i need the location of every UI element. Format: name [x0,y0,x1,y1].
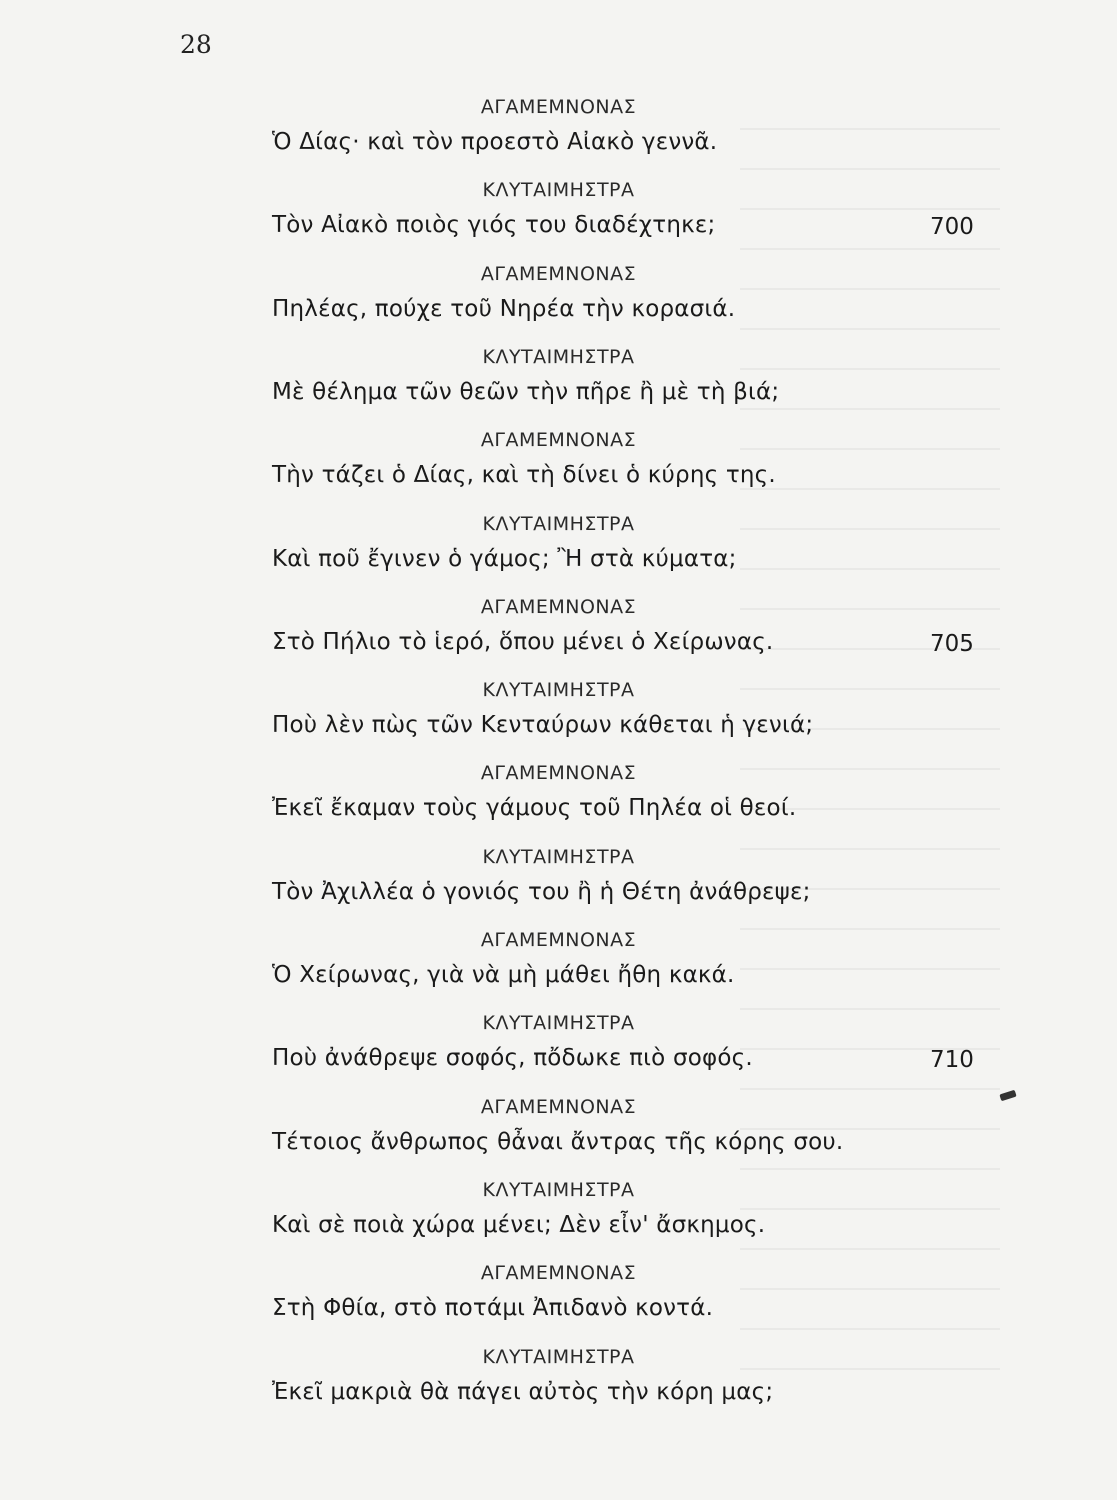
verse-line: Τὴν τάζει ὁ Δίας, καὶ τὴ δίνει ὁ κύρης της. [272,462,776,489]
speaker-name: ΑΓΑΜΕΜΝΟΝΑΣ [480,262,637,285]
speaker-name: ΚΛΥΤΑΙΜΗΣΤΡΑ [482,1178,635,1201]
verse-line: Ποὺ λὲν πὼς τῶν Κενταύρων κάθεται ἡ γενιά; [272,712,814,739]
verse-line: Τὸν Αἰακὸ ποιὸς γιός του διαδέχτηκε; [272,212,716,239]
verse-line: Καὶ ποῦ ἔγινεν ὁ γάμος; Ἢ στὰ κύματα; [272,545,737,572]
speaker-name: ΑΓΑΜΕΜΝΟΝΑΣ [480,595,637,618]
line-number: 710 [930,1047,974,1074]
speaker-name: ΚΛΥΤΑΙΜΗΣΤΡΑ [482,345,635,368]
verse-line: Πηλέας, πούχε τοῦ Νηρέα τὴν κορασιά. [272,295,736,322]
verse-line: Μὲ θέλημα τῶν θεῶν τὴν πῆρε ἢ μὲ τὴ βιά; [272,378,780,405]
speaker-name: ΚΛΥΤΑΙΜΗΣΤΡΑ [482,512,635,535]
page-number: 28 [180,30,212,59]
speaker-name: ΑΓΑΜΕΜΝΟΝΑΣ [480,96,637,118]
verse-line: Ὁ Χείρωνας, γιὰ νὰ μὴ μάθει ἤθη κακά. [272,962,735,988]
speaker-name: ΑΓΑΜΕΜΝΟΝΑΣ [480,429,637,452]
speaker-name: ΑΓΑΜΕΜΝΟΝΑΣ [480,1262,637,1285]
speaker-name: ΚΛΥΤΑΙΜΗΣΤΡΑ [482,679,635,702]
speaker-name: ΚΛΥΤΑΙΜΗΣΤΡΑ [482,1012,635,1035]
verse-line: Ὁ Δίας· καὶ τὸν προεστὸ Αἰακὸ γεννᾶ. [272,129,718,155]
speaker-name: ΑΓΑΜΕΜΝΟΝΑΣ [480,1095,637,1118]
line-number: 700 [930,214,974,241]
verse-line: Στὴ Φθία, στὸ ποτάμι Ἀπιδανὸ κοντά. [272,1295,714,1322]
speaker-name: ΑΓΑΜΕΜΝΟΝΑΣ [480,929,637,951]
speaker-name: ΚΛΥΤΑΙΜΗΣΤΡΑ [482,845,635,868]
verse-line: Τὸν Ἀχιλλέα ὁ γονιός του ἢ ἡ Θέτη ἀνάθρεψε; [272,878,811,905]
verse-line: Ἐκεῖ μακριὰ θὰ πάγει αὐτὸς τὴν κόρη μας; [272,1378,774,1405]
speaker-name: ΚΛΥΤΑΙΜΗΣΤΡΑ [482,179,635,202]
verse-line: Καὶ σὲ ποιὰ χώρα μένει; Δὲν εἶν' ἄσκημος. [272,1211,766,1238]
speaker-name: ΚΛΥΤΑΙΜΗΣΤΡΑ [482,1345,635,1368]
verse-line: Στὸ Πήλιο τὸ ἱερό, ὅπου μένει ὁ Χείρωνας. [272,628,774,655]
verse-line: Ἐκεῖ ἔκαμαν τοὺς γάμους τοῦ Πηλέα οἱ θεοί. [272,795,797,822]
verse-line: Τέτοιος ἄνθρωπος θἆναι ἄντρας τῆς κόρης σου. [272,1128,844,1155]
verse-line: Ποὺ ἀνάθρεψε σοφός, πὄδωκε πιὸ σοφός. [272,1045,753,1072]
speaker-name: ΑΓΑΜΕΜΝΟΝΑΣ [480,762,637,785]
line-number: 705 [930,630,974,657]
